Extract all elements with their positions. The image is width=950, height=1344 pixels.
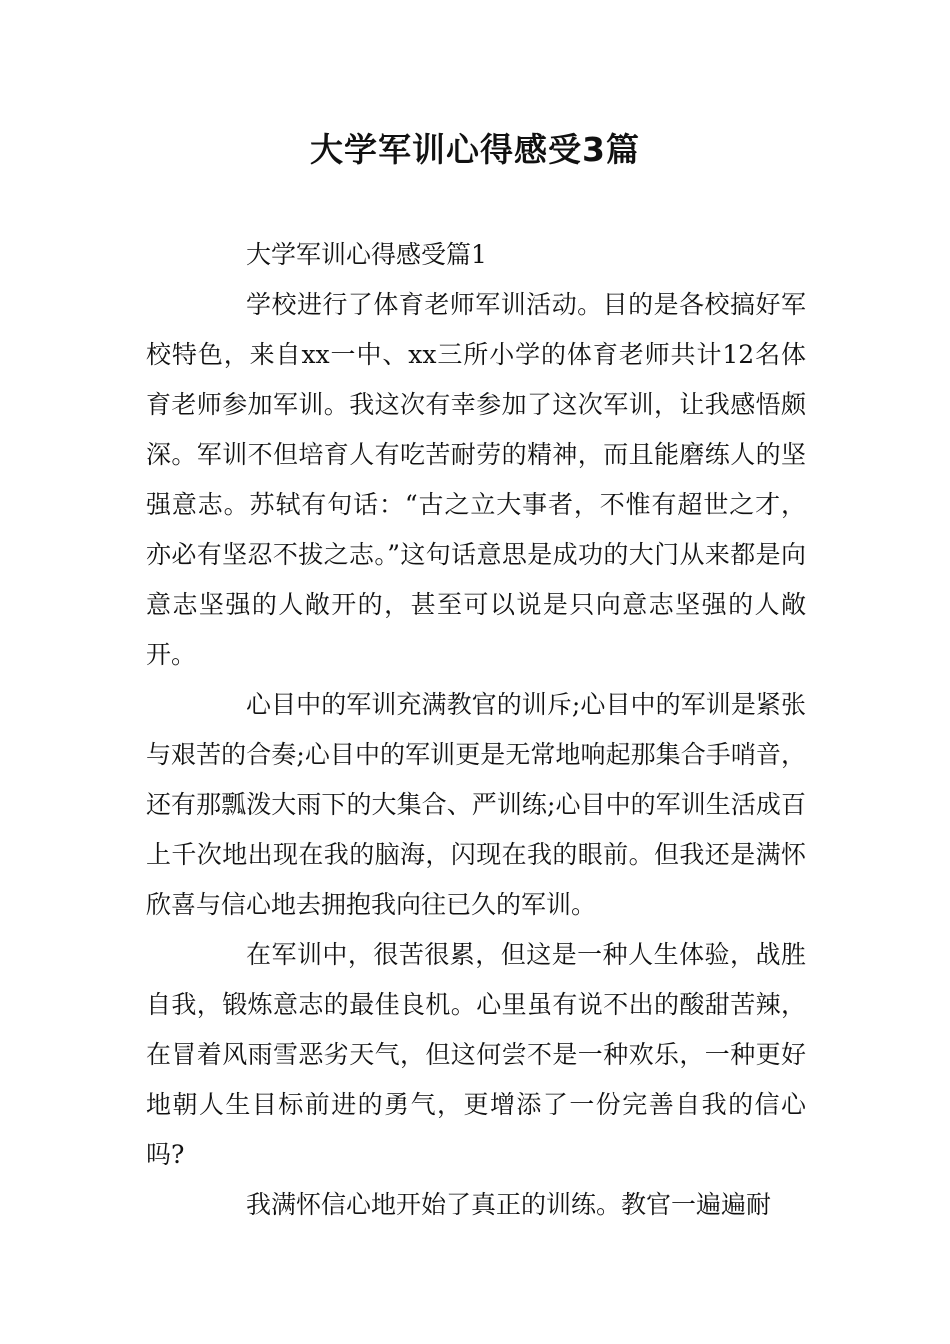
document-body [146, 230, 806, 1230]
paragraph-3: 在军训中，很苦很累，但这是一种人生体验，战胜自我，锻炼意志的最佳良机。心里虽有说不出的酸甜苦辣，在冒着风雨雪恶劣天气，但这何尝不是一种欢乐，一种更好地朝人生目标前进的勇气，更增添了一份完善自我的信心吗? [146, 940, 806, 1169]
section-heading: 大学军训心得感受篇1 [246, 240, 487, 269]
paragraph-4: 我满怀信心地开始了真正的训练。教官一遍遍耐 [246, 1190, 772, 1219]
document-title: 大学军训心得感受3篇 [310, 130, 640, 169]
paragraph-1: 学校进行了体育老师军训活动。目的是各校搞好军校特色，来自xx一中、xx三所小学的体育老师共计12名体育老师参加军训。我这次有幸参加了这次军训，让我感悟颇深。军训不但培育人有吃苦耐劳的精神，而且能磨练人的坚强意志。苏轼有句话：“古之立大事者，不惟有超世之才，亦必有坚忍不拔之志。”这句话意思是成功的大门从来都是向意志坚强的人敞开的，甚至可以说是只向意志坚强的人敞开。 [146, 290, 806, 669]
paragraph-2: 心目中的军训充满教官的训斥;心目中的军训是紧张与艰苦的合奏;心目中的军训更是无常地响起那集合手哨音，还有那瓢泼大雨下的大集合、严训练;心目中的军训生活成百上千次地出现在我的脑海，闪现在我的眼前。但我还是满怀欣喜与信心地去拥抱我向往已久的军训。 [146, 690, 806, 919]
